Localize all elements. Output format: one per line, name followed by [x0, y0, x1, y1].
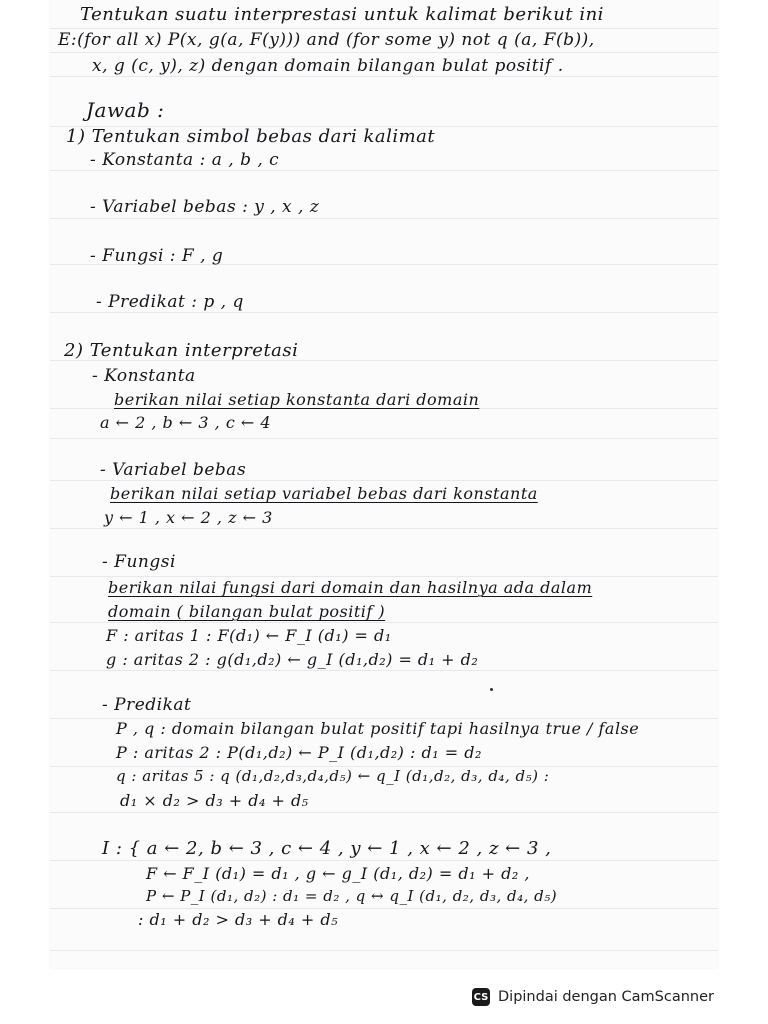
step2-predikat-p: P : aritas 2 : P(d₁,d₂) ← P_I (d₁,d₂) : d₁ = d₂: [116, 743, 482, 762]
step1-variabel: - Variabel bebas : y , x , z: [90, 197, 320, 217]
notebook-page: [50, 0, 718, 968]
question-line-1: Tentukan suatu interprestasi untuk kalimat berikut ini: [80, 4, 604, 25]
step1-fungsi: - Fungsi : F , g: [90, 246, 224, 266]
ink-dot: [490, 688, 493, 691]
camscanner-icon: CS: [472, 988, 490, 1006]
step2-predikat-q-condition: d₁ × d₂ > d₃ + d₄ + d₅: [120, 791, 309, 810]
step2-variabel-values: y ← 1 , x ← 2 , z ← 3: [104, 508, 273, 527]
step1-konstanta: - Konstanta : a , b , c: [90, 150, 280, 170]
step2-konstanta-values: a ← 2 , b ← 3 , c ← 4: [100, 413, 272, 432]
step2-predikat-desc: P , q : domain bilangan bulat positif tapi hasilnya true / false: [116, 719, 640, 738]
step2-predikat-title: - Predikat: [102, 695, 192, 715]
answer-heading: Jawab :: [86, 98, 165, 122]
interpretation-line-4: : d₁ + d₂ > d₃ + d₄ + d₅: [138, 910, 339, 929]
step2-konstanta-title: - Konstanta: [92, 366, 196, 386]
step2-fungsi-desc-1: berikan nilai fungsi dari domain dan hasilnya ada dalam: [108, 578, 593, 597]
camscanner-label: Dipindai dengan CamScanner: [498, 989, 715, 1005]
step2-fungsi-title: - Fungsi: [102, 552, 176, 572]
step1-predikat: - Predikat : p , q: [96, 292, 244, 312]
step2-predikat-q: q : aritas 5 : q (d₁,d₂,d₃,d₄,d₅) ← q_I (d₁,d₂, d₃, d₄, d₅) :: [116, 767, 550, 785]
step2-konstanta-desc: berikan nilai setiap konstanta dari domain: [114, 390, 480, 409]
step2-variabel-title: - Variabel bebas: [100, 460, 247, 480]
interpretation-line-2: F ← F_I (d₁) = d₁ , g ← g_I (d₁, d₂) = d₁ + d₂ ,: [146, 864, 530, 883]
step1-title: 1) Tentukan simbol bebas dari kalimat: [66, 126, 436, 147]
step2-fungsi-g: g : aritas 2 : g(d₁,d₂) ← g_I (d₁,d₂) = d₁ + d₂: [106, 650, 479, 669]
interpretation-line-3: P ← P_I (d₁, d₂) : d₁ = d₂ , q ↔ q_I (d₁, d₂, d₃, d₄, d₅): [146, 887, 558, 905]
camscanner-watermark: [472, 982, 714, 1012]
question-line-2: E:(for all x) P(x, g(a, F(y))) and (for some y) not q (a, F(b)),: [58, 30, 595, 50]
step2-title: 2) Tentukan interpretasi: [64, 340, 299, 361]
step2-fungsi-f: F : aritas 1 : F(d₁) ← F_I (d₁) = d₁: [106, 626, 392, 645]
step2-variabel-desc: berikan nilai setiap variabel bebas dari konstanta: [110, 484, 538, 503]
interpretation-line-1: I : { a ← 2, b ← 3 , c ← 4 , y ← 1 , x ← 2 , z ← 3 ,: [102, 838, 552, 859]
step2-fungsi-desc-2: domain ( bilangan bulat positif ): [108, 602, 386, 621]
question-line-3: x, g (c, y), z) dengan domain bilangan bulat positif .: [92, 56, 564, 76]
